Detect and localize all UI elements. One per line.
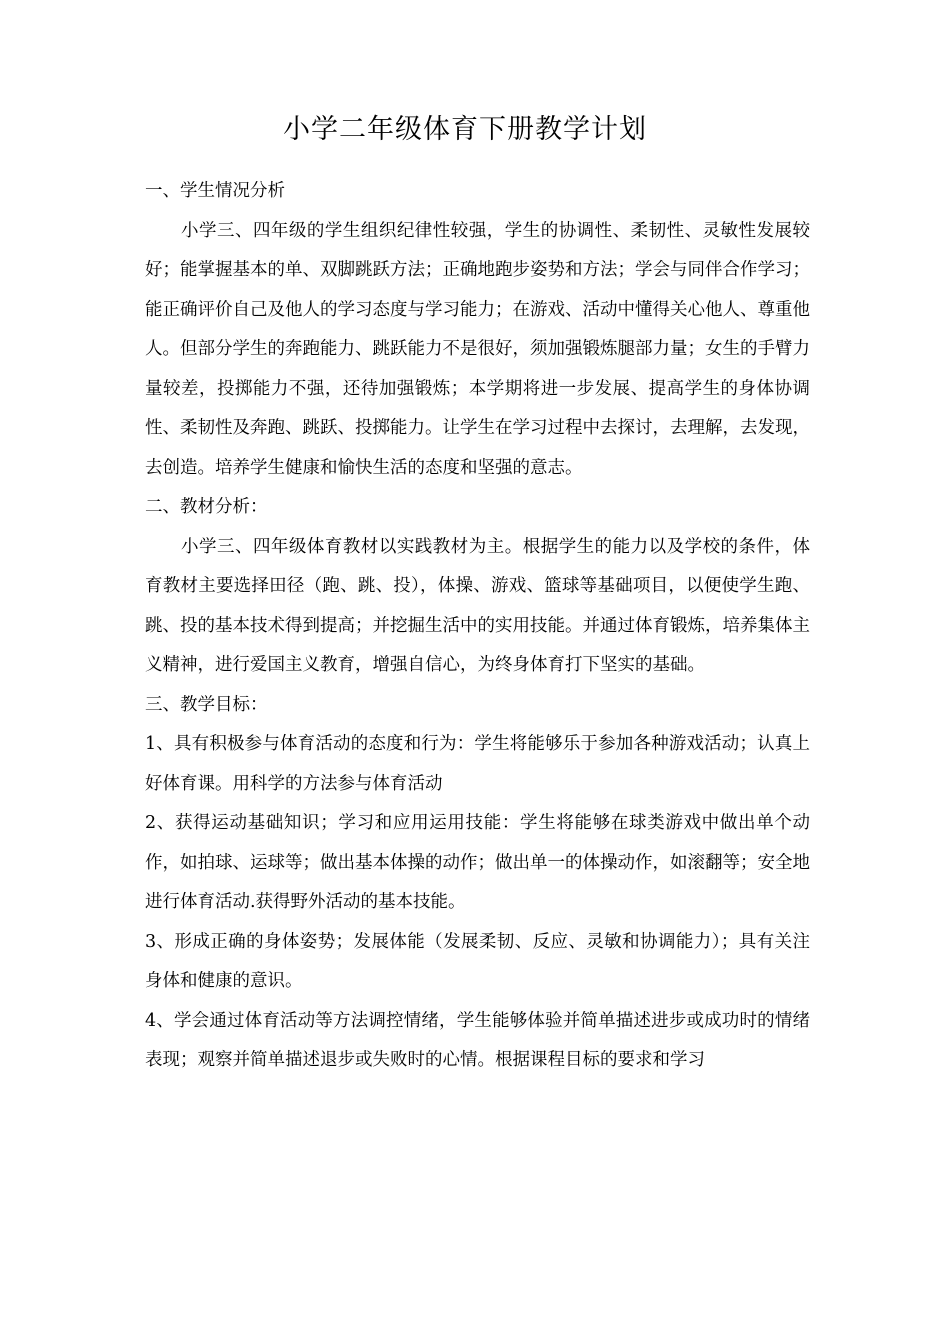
goal-item-3: 3、形成正确的身体姿势；发展体能（发展柔韧、反应、灵敏和协调能力）；具有关注身体和健康的意识。 (145, 931, 810, 991)
section-heading-student-analysis: 一、学生情况分析 (145, 181, 285, 201)
document-title: 小学二年级体育下册教学计划 (283, 114, 647, 145)
goal-item-1: 1、具有积极参与体育活动的态度和行为：学生将能够乐于参加各种游戏活动；认真上好体育课。用科学的方法参与体育活动 (145, 734, 810, 794)
section-heading-teaching-goals: 三、教学目标： (145, 694, 268, 715)
goal-item-2: 2、获得运动基础知识；学习和应用运用技能：学生将能够在球类游戏中做出单个动作，如拍球、运球等；做出基本体操的动作；做出单一的体操动作，如滚翻等；安全地进行体育活动.获得野外活动的基本技能。 (145, 813, 810, 912)
document-body (145, 172, 810, 1081)
paragraph-material-analysis: 小学三、四年级体育教材以实践教材为主。根据学生的能力以及学校的条件，体育教材主要选择田径（跑、跳、投），体操、游戏、篮球等基础项目，以便使学生跑、跳、投的基本技术得到提高；并挖掘生活中的实用技能。并通过体育锻炼，培养集体主义精神，进行爱国主义教育，增强自信心，为终身体育打下坚实的基础。 (145, 536, 810, 675)
paragraph-student-analysis: 小学三、四年级的学生组织纪律性较强，学生的协调性、柔韧性、灵敏性发展较好；能掌握基本的单、双脚跳跃方法；正确地跑步姿势和方法；学会与同伴合作学习；能正确评价自己及他人的学习态度与学习能力；在游戏、活动中懂得关心他人、尊重他人。但部分学生的奔跑能力、跳跃能力不是很好，须加强锻炼腿部力量；女生的手臂力量较差，投掷能力不强，还待加强锻炼；本学期将进一步发展、提高学生的身体协调性、柔韧性及奔跑、跳跃、投掷能力。让学生在学习过程中去探讨，去理解，去发现，去创造。培养学生健康和愉快生活的态度和坚强的意志。 (145, 220, 810, 478)
section-heading-material-analysis: 二、教材分析： (145, 497, 268, 517)
goal-item-4: 4、学会通过体育活动等方法调控情绪，学生能够体验并简单描述进步或成功时的情绪表现；观察并简单描述退步或失败时的心情。根据课程目标的要求和学习 (145, 1010, 810, 1070)
